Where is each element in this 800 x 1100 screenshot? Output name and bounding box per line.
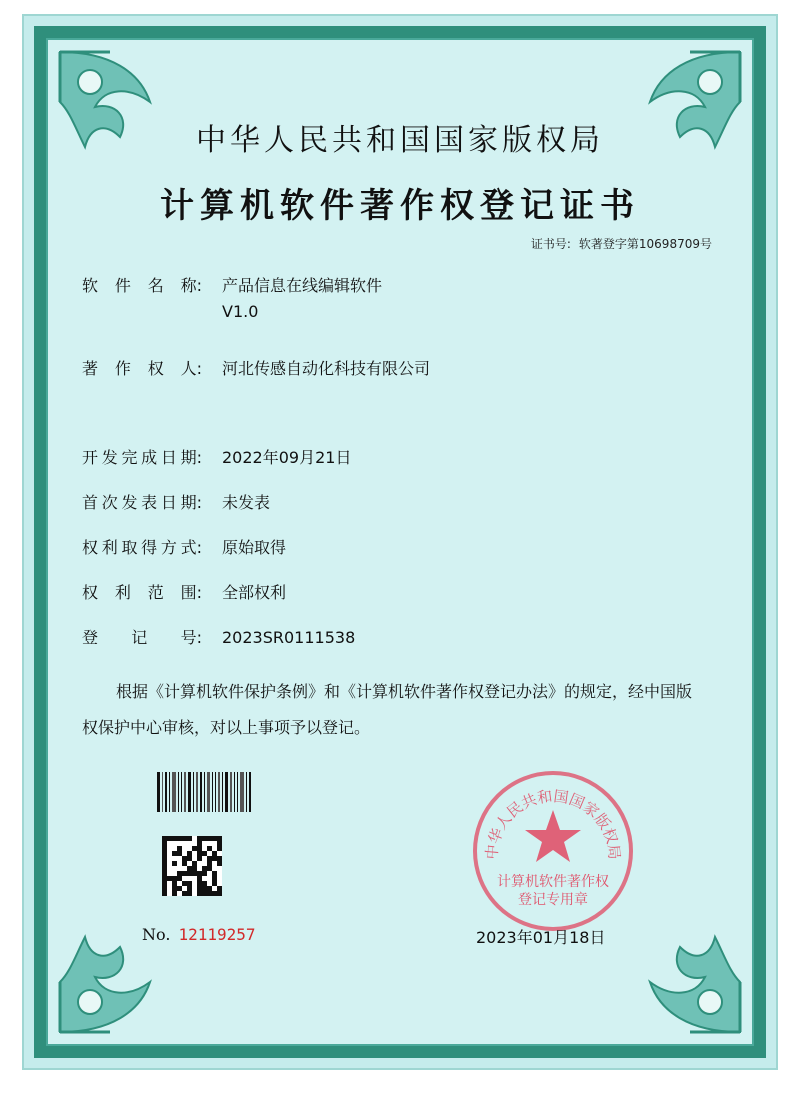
field-rights-scope — [82, 580, 286, 606]
field-label: 权 利 范 围: — [82, 583, 202, 602]
field-value: 河北传感自动化科技有限公司 — [222, 359, 431, 378]
field-label: 开 发 完 成 日 期: — [82, 448, 202, 467]
field-value: 产品信息在线编辑软件 V1.0 — [222, 276, 383, 321]
field-copyright-owner — [82, 356, 430, 382]
corner-ornament-icon — [50, 892, 200, 1042]
statement-paragraph: 根据《计算机软件保护条例》和《计算机软件著作权登记办法》的规定，经中国版权保护中心审核，对以上事项予以登记。 — [82, 682, 693, 737]
serial-number-label: No. — [142, 925, 171, 944]
seal-outer-text: 中华人民共和国国家版权局 — [482, 787, 624, 861]
serial-number — [142, 925, 256, 944]
field-value: 未发表 — [222, 493, 271, 512]
field-label: 权 利 取 得 方 式: — [82, 538, 202, 557]
field-value: 原始取得 — [222, 538, 287, 557]
official-seal — [470, 768, 636, 934]
certificate-number-label: 证书号: — [530, 237, 571, 251]
certificate-title: 计算机软件著作权登记证书 — [160, 186, 640, 226]
serial-number-value: 12119257 — [178, 925, 256, 944]
field-registration-number — [82, 625, 355, 651]
seal-inner-line2: 登记专用章 — [518, 892, 588, 908]
field-value: 2022年09月21日 — [222, 448, 352, 467]
issuer-title: 中华人民共和国国家版权局 — [196, 123, 604, 158]
field-value: 2023SR0111538 — [222, 628, 356, 647]
field-label: 著 作 权 人: — [82, 359, 202, 378]
issue-date: 2023年01月18日 — [476, 928, 606, 947]
qr-code-icon — [162, 836, 222, 896]
seal-inner-line1: 计算机软件著作权 — [497, 874, 609, 890]
field-label: 软 件 名 称: — [82, 276, 202, 295]
field-label: 首 次 发 表 日 期: — [82, 493, 202, 512]
star-icon — [525, 810, 581, 862]
field-software-name — [82, 273, 382, 325]
certificate-number — [523, 235, 712, 252]
field-first-publication-date — [82, 490, 270, 516]
field-development-date — [82, 445, 351, 471]
certificate-number-value: 软著登字第10698709号 — [578, 237, 712, 251]
barcode-icon — [157, 772, 269, 812]
field-value: 全部权利 — [222, 583, 287, 602]
field-rights-acquisition — [82, 535, 286, 561]
field-label: 登 记 号: — [82, 628, 202, 647]
